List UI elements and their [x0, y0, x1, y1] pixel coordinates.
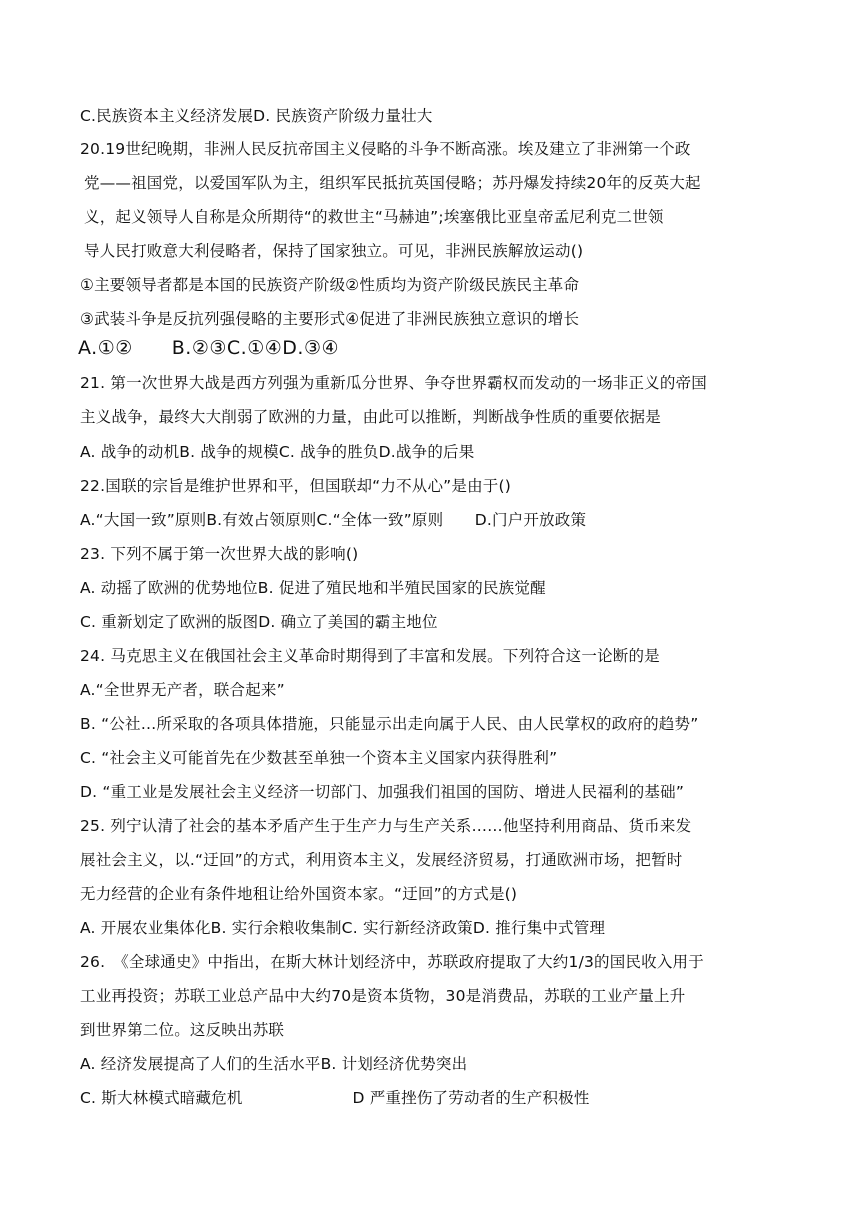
question-22-options: A.“大国一致”原则B.有效占领原则C.“全体一致”原则 D.门户开放政策: [80, 511, 587, 529]
question-23-options: C. 重新划定了欧洲的版图D. 确立了美国的霸主地位: [80, 613, 438, 631]
question-26-options: A. 经济发展提高了人们的生活水平B. 计划经济优势突出: [80, 1055, 468, 1073]
question-21-text: 21. 第一次世界大战是西方列强为重新瓜分世界、争夺世界霸权而发动的一场非正义的帝国: [80, 374, 707, 392]
question-25-options: A. 开展农业集体化B. 实行余粮收集制C. 实行新经济政策D. 推行集中式管理: [80, 919, 606, 937]
question-20-text: 义，起义领导人自称是众所期待“的救世主“马赫迪”;埃塞俄比亚皇帝孟尼利克二世领: [84, 208, 664, 226]
question-20-text: 导人民打败意大利侵略者，保持了国家独立。可见，非洲民族解放运动(): [84, 242, 584, 260]
question-26-text: 工业再投资；苏联工业总产品中大约70是资本货物，30是消费品，苏联的工业产量上升: [80, 987, 686, 1005]
question-20-options: A.①② B.②③C.①④D.③④: [78, 337, 340, 359]
question-24-option-c: C. “社会主义可能首先在少数甚至单独一个资本主义国家内获得胜利”: [80, 749, 558, 767]
question-20-statement: ①主要领导者都是本国的民族资产阶级②性质均为资产阶级民族民主革命: [80, 276, 580, 294]
question-26-text: 26. 《全球通史》中指出，在斯大林计划经济中，苏联政府提取了大约1/3的国民收入用于: [80, 953, 704, 971]
question-24-option-b: B. “公社…所采取的各项具体措施，只能显示出走向属于人民、由人民掌权的政府的趋势”: [80, 715, 699, 733]
question-25-text: 无力经营的企业有条件地租让给外国资本家。“迂回”的方式是(): [80, 885, 518, 903]
question-24-option-a: A.“全世界无产者，联合起来”: [80, 681, 285, 699]
question-22-text: 22.国联的宗旨是维护世界和平，但国联却“力不从心”是由于(): [80, 477, 512, 495]
question-26-options: C. 斯大林模式暗藏危机 D 严重挫伤了劳动者的生产积极性: [80, 1089, 590, 1107]
question-24-option-d: D. “重工业是发展社会主义经济一切部门、加强我们祖国的国防、增进人民福利的基础”: [80, 783, 685, 801]
question-21-text: 主义战争，最终大大削弱了欧洲的力量，由此可以推断，判断战争性质的重要依据是: [80, 408, 661, 426]
question-21-options: A. 战争的动机B. 战争的规模C. 战争的胜负D.战争的后果: [80, 443, 475, 461]
question-26-text: 到世界第二位。这反映出苏联: [80, 1021, 285, 1039]
question-20-text: 党——祖国党，以爱国军队为主，组织军民抵抗英国侵略；苏丹爆发持续20年的反英大起: [84, 174, 701, 192]
question-25-text: 展社会主义，以.“迂回”的方式，利用资本主义，发展经济贸易，打通欧洲市场，把暂时: [80, 851, 683, 869]
question-20-statement: ③武装斗争是反抗列强侵略的主要形式④促进了非洲民族独立意识的增长: [80, 310, 580, 328]
question-23-text: 23. 下列不属于第一次世界大战的影响(): [80, 545, 359, 563]
text-line-option-c-d-q19: C.民族资本主义经济发展D. 民族资产阶级力量壮大: [80, 107, 433, 125]
question-25-text: 25. 列宁认清了社会的基本矛盾产生于生产力与生产关系……他坚持利用商品、货币来发: [80, 817, 692, 835]
question-24-text: 24. 马克思主义在俄国社会主义革命时期得到了丰富和发展。下列符合这一论断的是: [80, 647, 660, 665]
question-23-options: A. 动摇了欧洲的优势地位B. 促进了殖民地和半殖民国家的民族觉醒: [80, 579, 546, 597]
question-20-text: 20.19世纪晚期，非洲人民反抗帝国主义侵略的斗争不断高涨。埃及建立了非洲第一个政: [80, 140, 691, 158]
